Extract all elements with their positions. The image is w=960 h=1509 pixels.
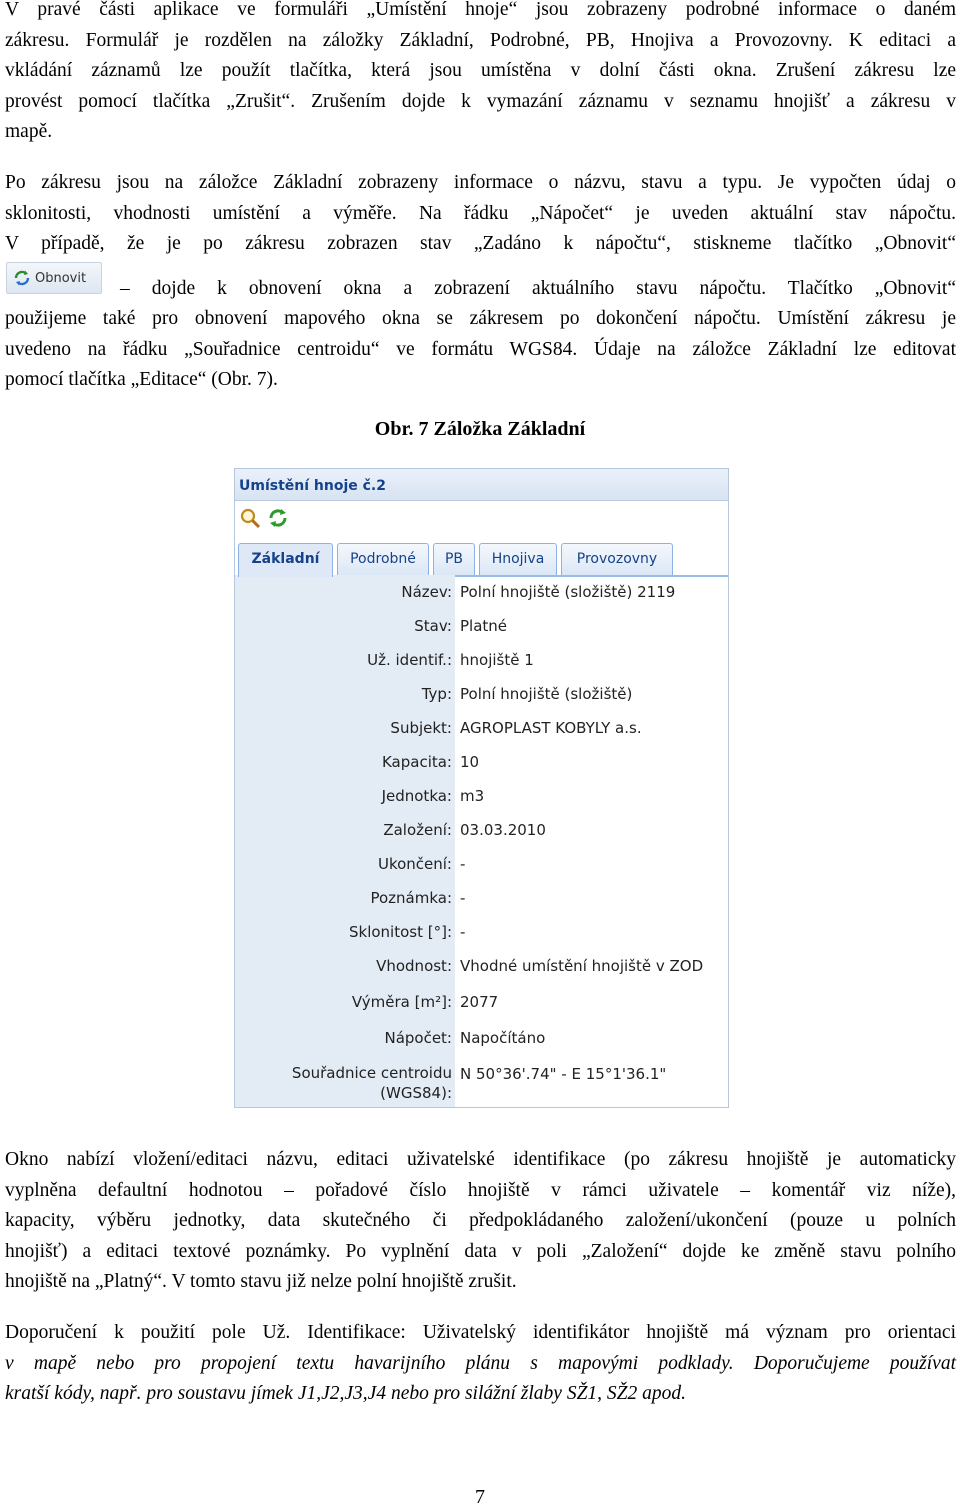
- field-label: Výměra [m²]:: [351, 993, 452, 1011]
- field-label: Poznámka:: [370, 889, 452, 907]
- text-line: mapě.: [5, 121, 53, 142]
- field-value: Polní hnojiště (složiště) 2119: [460, 583, 676, 601]
- field-label: Stav:: [414, 617, 452, 635]
- field-value: -: [460, 889, 466, 907]
- field-label: Název:: [401, 583, 452, 601]
- text-line: – dojde k obnovení okna a zobrazení aktuálního stavu nápočtu. Tlačítko „Obnovit“: [120, 277, 956, 299]
- field-vhodnost: [235, 949, 728, 983]
- refresh-icon: [13, 269, 31, 287]
- field-value: 10: [460, 753, 480, 771]
- field-typ: [235, 677, 728, 711]
- field-label: Už. identif.:: [367, 651, 452, 669]
- text-line: Doporučení k použití pole Už. Identifikace: Uživatelský identifikátor hnojiště má význam pro orientaci: [5, 1322, 956, 1343]
- field-sklonitost: [235, 915, 728, 949]
- text-line: pomocí tlačítka „Editace“ (Obr. 7).: [5, 369, 278, 390]
- field-label: Sklonitost [°]:: [348, 923, 452, 941]
- tab-provozovny[interactable]: Provozovny: [561, 543, 673, 575]
- text-line: V pravé části aplikace ve formuláři „Umístění hnoje“ jsou zobrazeny podrobné informace o daném: [5, 0, 956, 20]
- toolbar: [235, 501, 728, 535]
- field-value: Polní hnojiště (složiště): [460, 685, 633, 703]
- okno-paragraph: [5, 1145, 956, 1298]
- field-value: Vhodné umístění hnojiště v ZOD: [460, 957, 704, 975]
- field-label: Založení:: [383, 821, 452, 839]
- text-line: provést pomocí tlačítka „Zrušit“. Zrušením dojde k vymazání záznamu v seznamu hnojišť a zákresu v: [5, 90, 956, 112]
- field-value: -: [460, 855, 466, 873]
- window-title: Umístění hnoje č.2: [235, 469, 728, 501]
- field-value: AGROPLAST KOBYLY a.s.: [460, 719, 642, 737]
- field-label: Jednotka:: [381, 787, 452, 805]
- field-label: Kapacita:: [381, 753, 452, 771]
- tab-bar: [235, 543, 728, 577]
- field-subjekt: [235, 711, 728, 745]
- figure-caption: Obr. 7 Záložka Základní: [374, 418, 586, 440]
- zakladni-form: [235, 575, 728, 1107]
- field-value: -: [460, 923, 466, 941]
- field-value: 2077: [460, 993, 499, 1011]
- field-ukonceni: [235, 847, 728, 881]
- doporuceni-paragraph: [5, 1318, 956, 1410]
- umisteni-hnoje-window: [234, 468, 729, 1108]
- text-line: kapacity, výběru jednotky, data skutečného či předpokládaného založení/ukončení (pouze u polních: [5, 1210, 956, 1231]
- text-line: vkládání záznamů lze použít tlačítka, která jsou umístěna v dolní části okna. Zrušení zákresu lze: [5, 60, 956, 81]
- text-line: uvedeno na řádku „Souřadnice centroidu“ ve formátu WGS84. Údaje na záložce Základní lze editovat: [5, 338, 956, 360]
- obnovit-button[interactable]: [6, 262, 102, 294]
- field-value: 03.03.2010: [460, 821, 546, 839]
- text-line: Po zákresu jsou na záložce Základní zobrazeny informace o názvu, stavu a typu. Je vypočten údaj o: [5, 172, 956, 193]
- tab-zakladni[interactable]: Základní: [238, 543, 333, 577]
- field-label: Souřadnice centroidu (WGS84):: [291, 1064, 452, 1102]
- tab-pb[interactable]: PB: [433, 543, 475, 575]
- tab-podrobne[interactable]: Podrobné: [337, 543, 429, 575]
- field-label: Typ:: [421, 685, 452, 703]
- field-kapacita: [235, 745, 728, 779]
- obnovit-button-label: Obnovit: [35, 270, 87, 286]
- field-souradnice: [235, 1057, 728, 1108]
- text-line: hnojiště na „Platný“. V tomto stavu již nelze polní hnojiště zrušit.: [5, 1271, 517, 1292]
- field-value: Platné: [460, 617, 508, 635]
- text-line: sklonitosti, vhodnosti umístění a výměře. Na řádku „Nápočet“ je uveden aktuální stav nápočtu.: [5, 202, 956, 224]
- field-label: Nápočet:: [384, 1029, 452, 1047]
- page-number: 7: [475, 1486, 485, 1508]
- text-line: hnojišť) a editaci textové poznámky. Po vyplnění data v poli „Založení“ dojde ke změně stavu polního: [5, 1240, 956, 1262]
- intro-paragraph: [5, 0, 956, 148]
- tab-hnojiva[interactable]: Hnojiva: [479, 543, 557, 575]
- search-icon[interactable]: [239, 507, 261, 529]
- text-line: V případě, že je po zákresu zobrazen stav „Zadáno k nápočtu“, stiskneme tlačítko „Obnovit“: [5, 233, 956, 254]
- field-uz-identif: [235, 643, 728, 677]
- field-label: Ukončení:: [377, 855, 452, 873]
- text-line: zákresu. Formulář je rozdělen na záložky Základní, Podrobné, PB, Hnojiva a Provozovny. K editaci a: [5, 29, 956, 51]
- refresh-icon[interactable]: [267, 507, 289, 529]
- field-vymera: [235, 985, 728, 1019]
- field-label: Vhodnost:: [376, 957, 452, 975]
- field-poznamka: [235, 881, 728, 915]
- nahled-paragraph: [5, 168, 956, 396]
- field-label: Subjekt:: [390, 719, 452, 737]
- field-napocet: [235, 1021, 728, 1055]
- text-line: kratší kódy, např. pro soustavu jímek J1,J2,J3,J4 nebo pro silážní žlaby SŽ1, SŽ2 apod.: [5, 1383, 687, 1404]
- field-value: hnojiště 1: [460, 651, 534, 669]
- text-line: v mapě nebo pro propojení textu havarijního plánu s mapovými podklady. Doporučujeme používat: [5, 1352, 956, 1374]
- text-line: vyplněna defaultní hodnotou – pořadové číslo hnojiště v rámci uživatele – komentář viz níže),: [5, 1179, 956, 1201]
- field-jednotka: [235, 779, 728, 813]
- field-nazev: [235, 575, 728, 609]
- field-stav: [235, 609, 728, 643]
- field-value: m3: [460, 787, 485, 805]
- field-value: Napočítáno: [460, 1029, 546, 1047]
- text-line: použijeme také pro obnovení mapového okna se zákresem po dokončení nápočtu. Umístění zákresu je: [5, 308, 956, 329]
- field-zalozeni: [235, 813, 728, 847]
- text-line: Okno nabízí vložení/editaci názvu, editaci uživatelské identifikace (po zákresu hnojiště je automaticky: [5, 1149, 956, 1170]
- field-value: N 50°36'.74" - E 15°1'36.1": [460, 1065, 667, 1083]
